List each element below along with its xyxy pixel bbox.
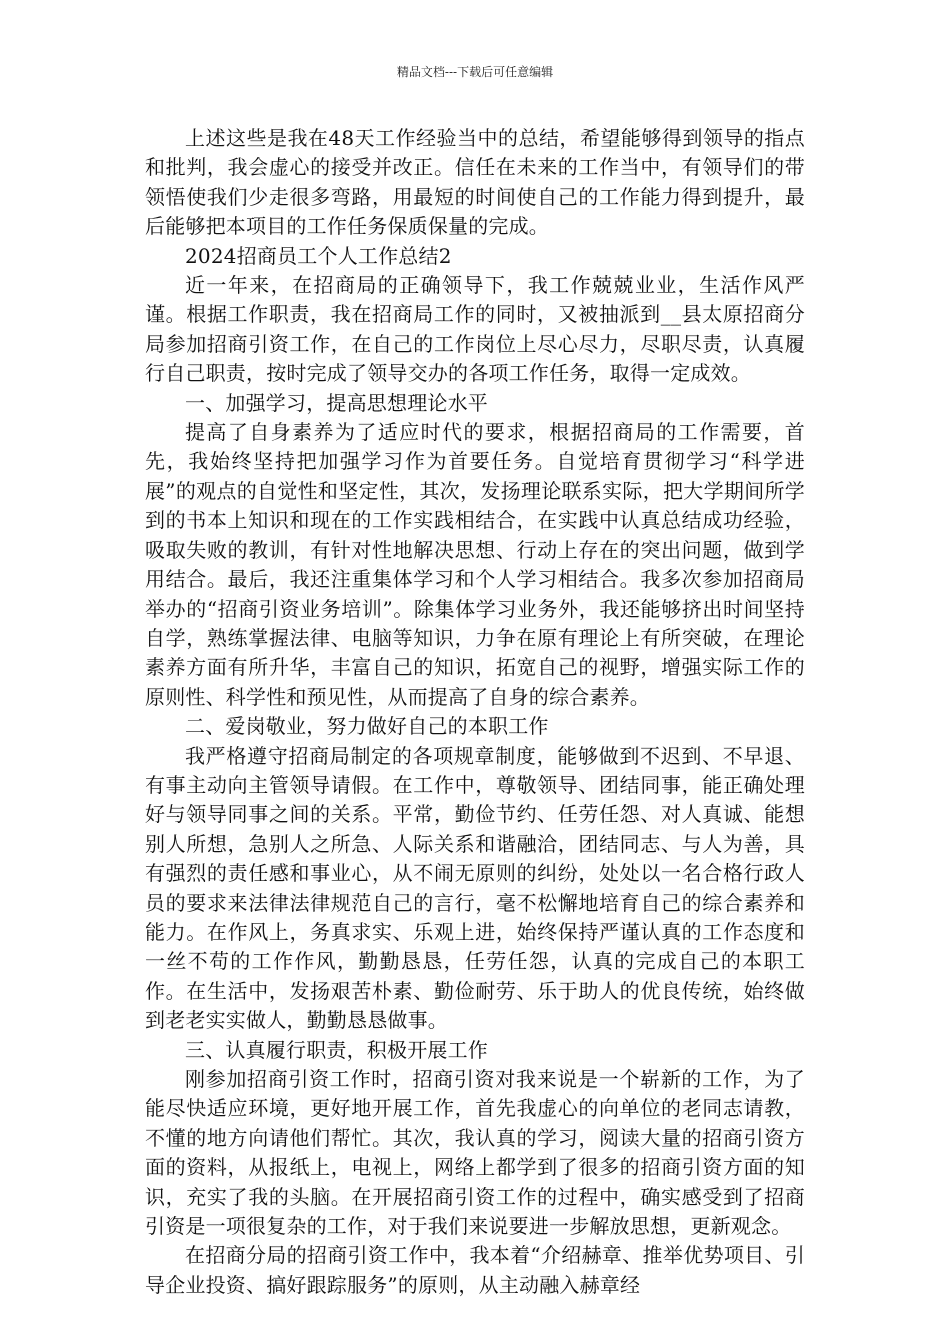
paragraph-study: 提高了自身素养为了适应时代的要求，根据招商局的工作需要，首先，我始终坚持把加强学习作为首要任务。自觉培育贯彻学习“科学进展”的观点的自觉性和坚定性，其次，发扬理论联系实际，把大学期间所学到的书本上知识和现在的工作实践相结合，在实践中认真总结成功经验，吸取失败的教训，有针对性地解决思想、行动上存在的突出问题，做到学用结合。最后，我还注重集体学习和个人学习相结合。我多次参加招商局举办的“招商引资业务培训”。除集体学习业务外，我还能够挤出时间坚持自学，熟练掌握法律、电脑等知识，力争在原有理论上有所突破，在理论素养方面有所升华，丰富自己的知识，拓宽自己的视野，增强实际工作的原则性、科学性和预见性，从而提高了自身的综合素养。 bbox=[145, 420, 805, 709]
heading-duties: 三、认真履行职责，积极开展工作 bbox=[185, 1037, 488, 1062]
heading-dedication: 二、爱岗敬业，努力做好自己的本职工作 bbox=[185, 714, 549, 739]
section-title-summary-2: 2024招商员工个人工作总结2 bbox=[185, 243, 452, 268]
paragraph-duties: 刚参加招商引资工作时，招商引资对我来说是一个崭新的工作，为了能尽快适应环境，更好地开展工作，首先我虚心的向单位的老同志请教，不懂的地方向请他们帮忙。其次，我认真的学习，阅读大量的招商引资方面的资料，从报纸上，电视上，网络上都学到了很多的招商引资方面的知识，充实了我的头脑。在开展招商引资工作的过程中，确实感受到了招商引资是一项很复杂的工作，对于我们来说要进一步解放思想，更新观念。 bbox=[145, 1067, 805, 1239]
page-header: 精品文档---下载后可任意编辑 bbox=[396, 65, 554, 79]
paragraph-investment: 在招商分局的招商引资工作中，我本着“介绍赫章、推举优势项目、引导企业投资、搞好跟踪服务”的原则，从主动融入赫章经 bbox=[145, 1243, 805, 1297]
paragraph-dedication: 我严格遵守招商局制定的各项规章制度，能够做到不迟到、不早退、有事主动向主管领导请假。在工作中，尊敬领导、团结同事，能正确处理好与领导同事之间的关系。平常，勤俭节约、任劳任怨、对人真诚、能想别人所想，急别人之所急、人际关系和谐融洽，团结同志、与人为善，具有强烈的责任感和事业心，从不闹无原则的纠纷，处处以一名合格行政人员的要求来法律法律规范自己的言行，毫不松懈地培育自己的综合素养和能力。在作风上，务真求实、乐观上进，始终保持严谨认真的工作态度和一丝不苟的工作作风，勤勤恳恳，任劳任怨，认真的完成自己的本职工作。在生活中，发扬艰苦朴素、勤俭耐劳、乐于助人的优良传统，始终做到老老实实做人，勤勤恳恳做事。 bbox=[145, 743, 805, 1033]
heading-study: 一、加强学习，提高思想理论水平 bbox=[185, 390, 488, 415]
paragraph-intro: 近一年来，在招商局的正确领导下，我工作兢兢业业，生活作风严谨。根据工作职责，我在招商局工作的同时，又被抽派到__县太原招商分局参加招商引资工作，在自己的工作岗位上尽心尽力，尽职尽责，认真履行自己职责，按时完成了领导交办的各项工作任务，取得一定成效。 bbox=[145, 273, 805, 386]
document-body bbox=[145, 124, 805, 1300]
paragraph-closing-summary: 上述这些是我在48天工作经验当中的总结，希望能够得到领导的指点和批判，我会虚心的接受并改正。信任在未来的工作当中，有领导们的带领悟使我们少走很多弯路，用最短的时间使自己的工作能力得到提升，最后能够把本项目的工作任务保质保量的完成。 bbox=[145, 126, 805, 239]
